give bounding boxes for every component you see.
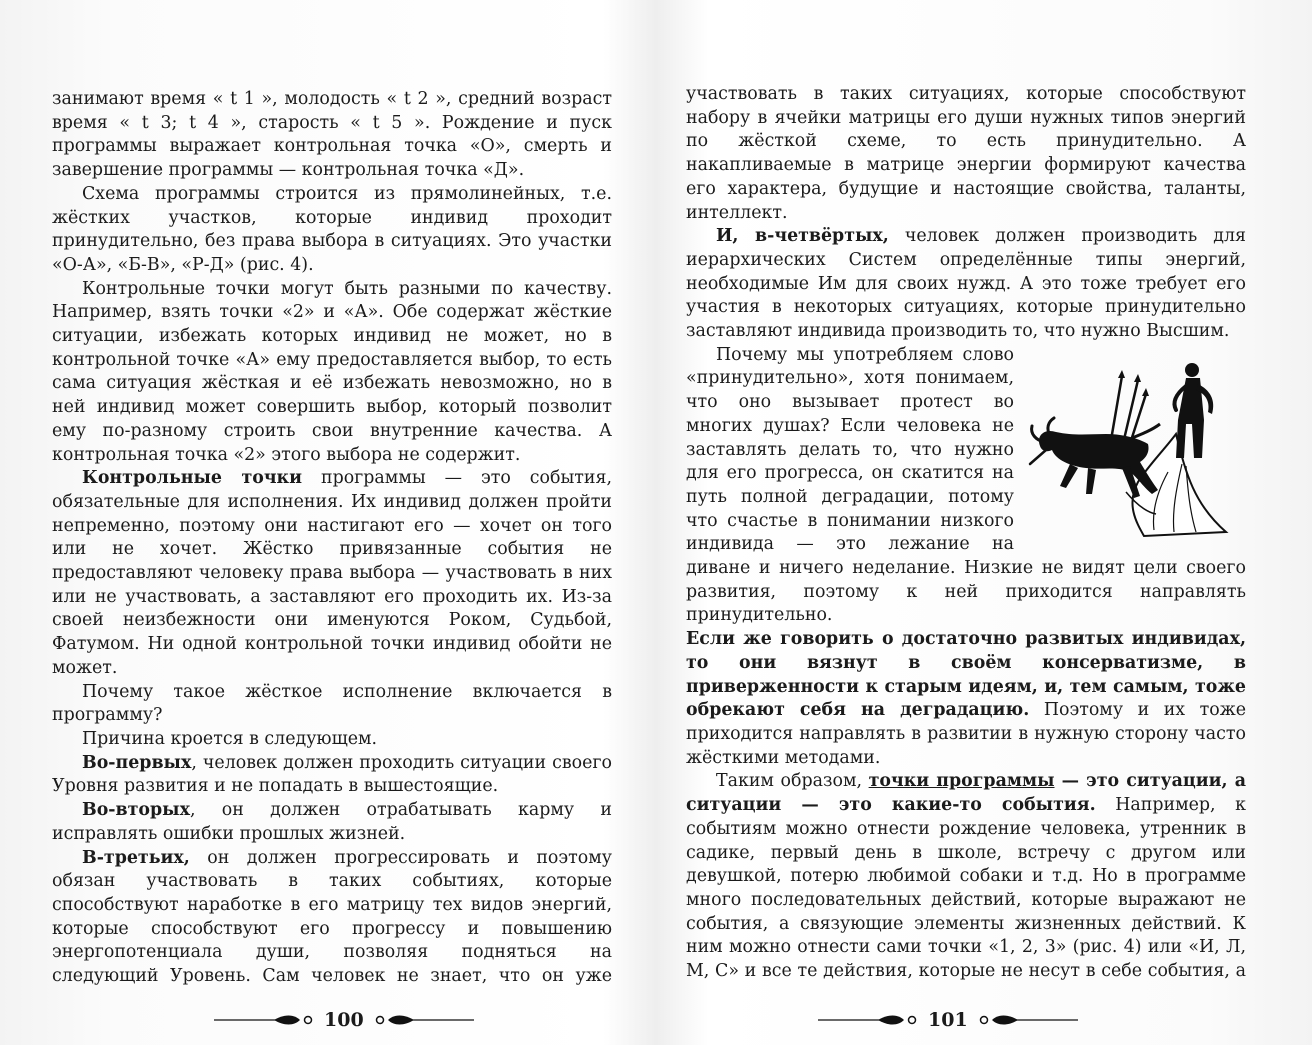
left-paragraph-8-text: , он должен отрабатывать карму и исправлять ошибки прошлых жизней. xyxy=(52,800,612,844)
left-paragraph-9 xyxy=(52,847,612,989)
right-bold-statement: Если же говорить о достаточно развитых индивидах, то они вязнут в своём консерватизме, в приверженности к старым идеям, и, тем самым, тоже обрекают себя на деградацию. xyxy=(686,629,1246,721)
second-reason-term: Во-вторых xyxy=(82,800,190,821)
right-paragraph-intro: участвовать в таких ситуациях, которые способствуют набору в ячейки матрицы его души нужных типов энергий по жёсткой схеме, то есть принудительно. А накапливаемые в матрице энергии формируют качества его характера, будущие и настоящие свойства, таланты, интеллект. xyxy=(686,84,1246,223)
thus-bold-definition: — это ситуации, а ситуации — это какие-то события. xyxy=(686,771,1246,816)
right-paragraph-bold xyxy=(686,628,1246,770)
right-paragraph-fourth xyxy=(686,225,1246,344)
right-flourish-icon xyxy=(818,1013,918,1027)
right-flourish-right-icon xyxy=(978,1013,1078,1027)
left-paragraph-4-text: программы — это события, обязательные для исполнения. Их индивид должен пройти непременно, поэтому они настигают его — хочет он того или не хочет. Жёстко привязанные события не предоставляют человеку права выбора — участвовать в них или не участвовать, а заставляют его проходить их. Из-за своей неизбежности они именуются Роком, Судьбой, Фатумом. Ни одной контрольной точки индивид обойти не может. xyxy=(52,468,612,678)
right-paragraph-why: Почему мы употребляем слово «принудительно», хотя понимаем, что оно вызывает протест во многих душах? Если человека не заставлять делать то, что нужно для его прогресса, он скатится на путь полной деградации, потому что счастье в понимании низкого индивида — это лежание на диване и ничего неделание. Низкие не видят цели своего развития, поэтому к ней приходится направлять принудительно. xyxy=(686,344,1246,626)
left-paragraph-6: Причина кроется в следующем. xyxy=(82,728,378,749)
page-number-left: 100 xyxy=(324,1009,364,1031)
first-reason-term: Во-первых xyxy=(82,752,192,773)
left-paragraph-3: Контрольные точки могут быть разными по качеству. Например, взять точки «2» и «А». Обе содержат жёсткие ситуации, избежать которых индивид не может, но в контрольной точке «А» ему предоставляется выбор, то есть сама ситуация жёсткая и её избежать невозможно, но в ней индивид может совершить выбор, который позволит ему по-разному строить свои внутренние качества. А контрольная точка «2» этого выбора не содержит. xyxy=(52,278,612,465)
bullfighter-illustration xyxy=(1026,354,1246,542)
thus-prefix: Таким образом, xyxy=(716,771,869,792)
left-page-folio xyxy=(214,1005,474,1035)
right-paragraph-thus xyxy=(686,770,1246,983)
control-points-term: Контрольные точки xyxy=(82,468,303,489)
left-paragraph-4 xyxy=(52,467,612,680)
thus-rest: Например, к событиям можно отнести рождение человека, утренник в садике, первый день в школе, встречу с другом или девушкой, потерю любимой собаки и т.д. Но в программе много последовательных действий, которые выражают не события, а связующие элементы жизненных действий. К ним можно отнести сами точки «1, 2, 3» (рис. 4) или «И, Л, М, С» и все те действия, которые не несут в себе события, а xyxy=(686,795,1246,982)
left-paragraph-7-text: , человек должен проходить ситуации своего Уровня развития и не попадать в вышестоящие. xyxy=(52,752,612,797)
left-paragraph-2: Схема программы строится из прямолинейных, т.е. жёстких участков, которые индивид проходит принудительно, без права выбора в ситуациях. Это участки «О-А», «Б-В», «Р-Д» (рис. 4). xyxy=(52,183,612,275)
right-page-folio xyxy=(818,1005,1078,1035)
right-paragraph-fourth-text: человек должен производить для иерархических Систем определённые типы энергий, необходимые Им для своих нужд. А это тоже требует его участия в некоторых ситуациях, которые принудительно заставляют индивида производить то, что нужно Высшим. xyxy=(686,226,1246,342)
program-points-term: точки программы xyxy=(868,771,1055,792)
left-paragraph-5: Почему такое жёсткое исполнение включается в программу? xyxy=(52,681,612,726)
left-paragraph-8 xyxy=(52,799,612,846)
right-page xyxy=(686,83,1246,983)
left-page xyxy=(52,88,612,988)
page-number-right: 101 xyxy=(928,1009,968,1031)
left-paragraph-1: занимают время « t 1 », молодость « t 2 », средний возраст время « t 3; t 4 », старость « t 5 ». Рождение и пуск программы выражает контрольная точка «О», смерть и завершение программы — контрольная точка «Д». xyxy=(52,89,612,181)
left-flourish-icon xyxy=(214,1013,314,1027)
third-reason-term: В-третьих, xyxy=(82,847,190,868)
left-paragraph-7 xyxy=(52,752,612,799)
right-paragraph-bold-rest: Поэтому и их тоже приходится направлять в развитии в нужную сторону часто жёсткими методами. xyxy=(686,700,1246,768)
left-flourish-right-icon xyxy=(374,1013,474,1027)
bullfighter-icon xyxy=(1026,354,1246,542)
fourth-reason-term: И, в-четвёртых, xyxy=(716,226,889,247)
left-paragraph-9-text: он должен прогрессировать и поэтому обязан участвовать в таких событиях, которые способствуют наработке в его матрицу тех видов энергий, которые способствуют его прогрессу и повышению энергопотенциала души, позволяя подняться на следующий Уровень. Сам человек не знает, что он уже xyxy=(52,847,612,987)
